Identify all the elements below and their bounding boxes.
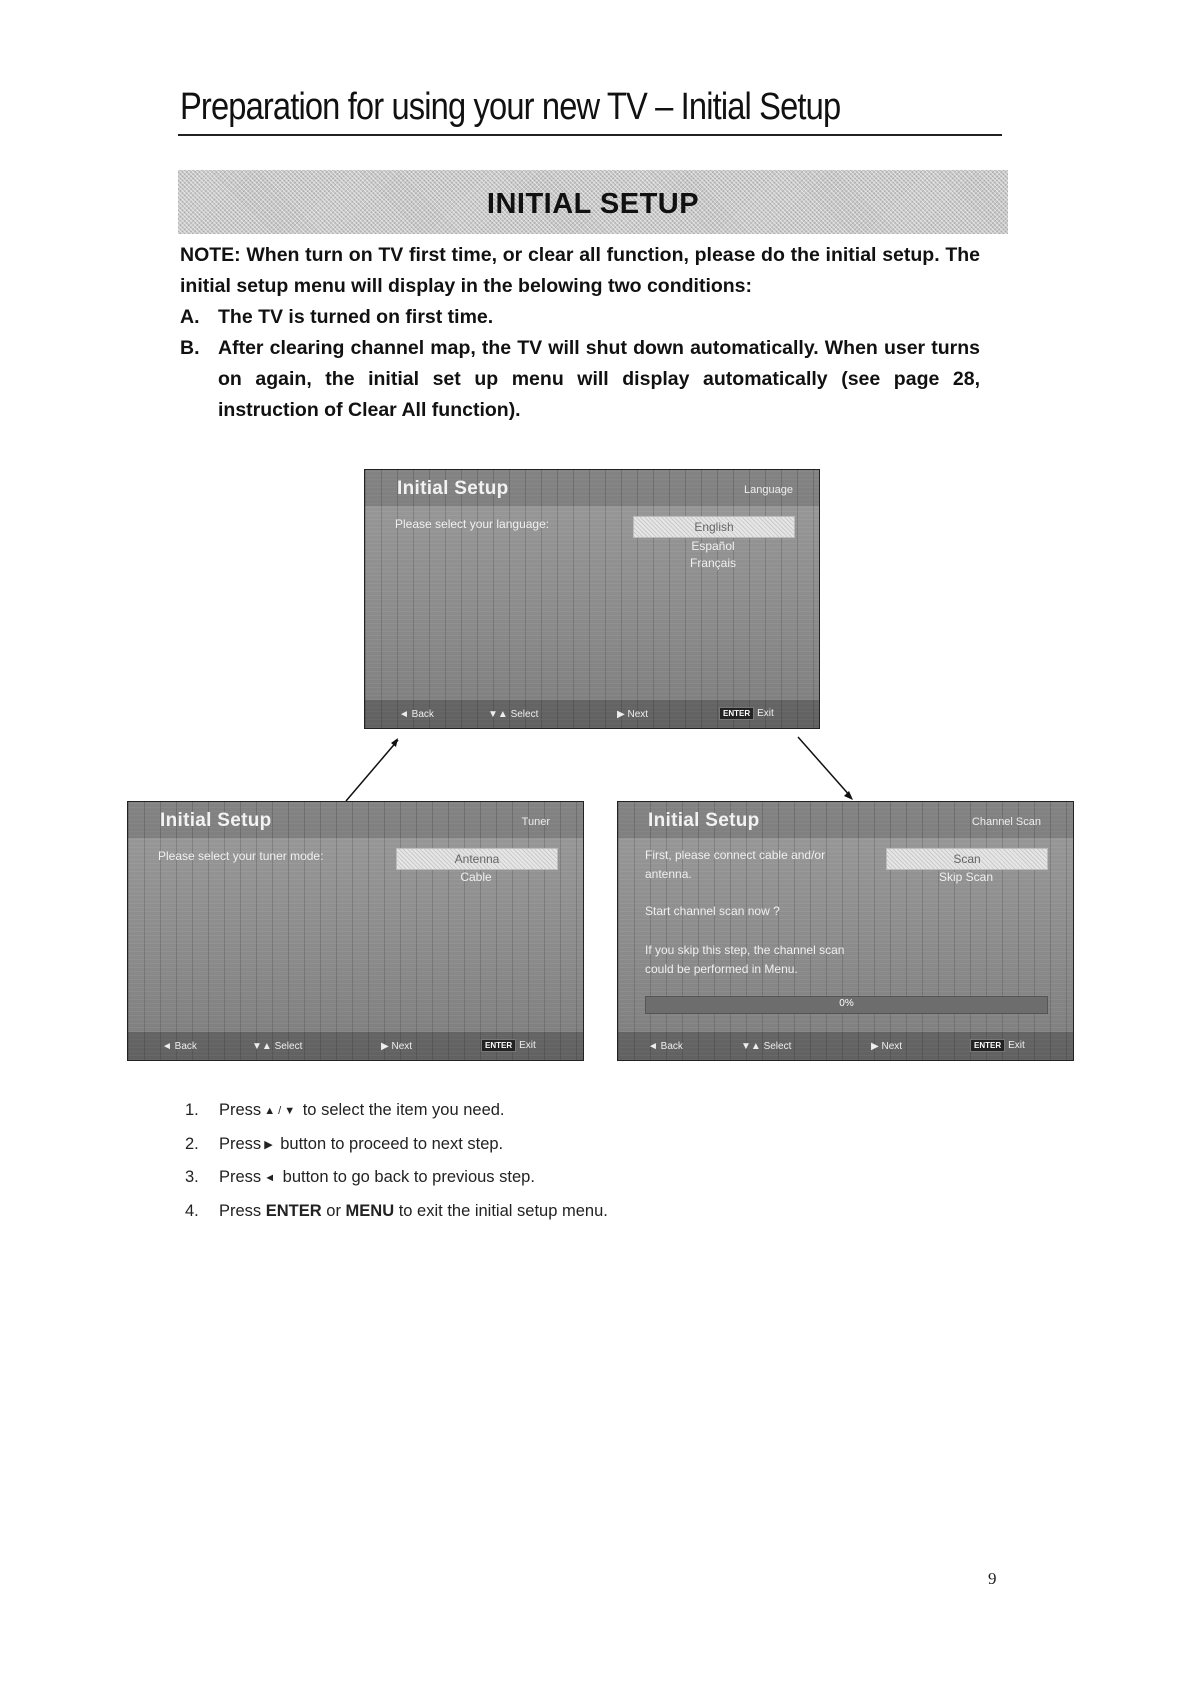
step-post: button to go back to previous step. <box>278 1168 535 1186</box>
step-pre: Press <box>219 1168 262 1186</box>
screen-title: Initial Setup <box>397 478 509 499</box>
arrow-right-icon: ▶ <box>264 1138 273 1151</box>
language-prompt: Please select your language: <box>395 517 550 531</box>
step-number: 3. <box>185 1168 199 1186</box>
select-hint: ▼▲ Select <box>252 1041 303 1052</box>
next-hint: ▶ Next <box>381 1041 413 1052</box>
scan-question: Start channel scan now ? <box>645 904 780 918</box>
exit-label: Exit <box>1008 1040 1025 1051</box>
condition-text: After clearing channel map, the TV will shut down automatically. When user turns on again, the initial set up menu will display automatically (see page 28, instruction of Clear All function). <box>218 337 980 421</box>
condition-label: B. <box>180 337 200 359</box>
arrow-head-icon <box>391 738 398 747</box>
screen-tag: Channel Scan <box>971 816 1041 828</box>
screen-title: Initial Setup <box>160 810 272 831</box>
option-scan[interactable]: Scan <box>886 848 1048 870</box>
page-number: 9 <box>988 1569 997 1588</box>
option-francais[interactable]: Français <box>689 556 736 570</box>
arrow-to-channel-scan <box>798 737 851 797</box>
exit-label: Exit <box>519 1040 536 1051</box>
step-pre: Press <box>219 1101 262 1119</box>
exit-label: Exit <box>757 708 774 719</box>
step-text <box>219 1129 503 1163</box>
enter-key-icon: ENTER <box>970 1039 1005 1052</box>
enter-key-icon: ENTER <box>481 1039 516 1052</box>
enter-key-icon: ENTER <box>719 707 754 720</box>
select-hint: ▼▲ Select <box>488 709 539 720</box>
step-text <box>219 1196 608 1228</box>
connect-prompt: First, please connect cable and/or antenna. <box>645 848 826 881</box>
option-antenna[interactable]: Antenna <box>396 848 558 870</box>
page-title: Preparation for using your new TV – Initial Setup <box>180 86 841 128</box>
step-mid: or <box>321 1201 346 1220</box>
step-post: to select the item you need. <box>298 1101 505 1119</box>
condition-text: The TV is turned on first time. <box>218 306 494 328</box>
screen-title: Initial Setup <box>648 810 760 831</box>
back-hint: ◄ Back <box>399 709 434 720</box>
screen-tag: Language <box>744 484 793 496</box>
arrow-to-tuner <box>346 740 398 801</box>
step-pre: Press <box>219 1134 262 1153</box>
next-hint: ▶ Next <box>871 1041 903 1052</box>
step-4 <box>185 1196 608 1228</box>
step-1 <box>185 1095 608 1129</box>
back-hint: ◄ Back <box>162 1041 197 1052</box>
menu-key-label: MENU <box>345 1201 395 1220</box>
step-post: to exit the initial setup menu. <box>394 1201 608 1220</box>
screen-tag: Tuner <box>521 816 550 828</box>
enter-key-label: ENTER <box>265 1201 322 1220</box>
step-pre: Press <box>219 1201 266 1220</box>
note-intro: NOTE: When turn on TV first time, or clear all function, please do the initial setup. The initial setup menu will display in the belowing two conditions: <box>180 244 980 297</box>
option-cable[interactable]: Cable <box>460 870 492 884</box>
skip-hint: If you skip this step, the channel scan could be performed in Menu. <box>645 943 845 976</box>
option-english[interactable]: English <box>633 516 795 538</box>
step-number: 2. <box>185 1134 199 1153</box>
step-2 <box>185 1129 608 1163</box>
back-hint: ◄ Back <box>648 1041 683 1052</box>
option-espanol[interactable]: Español <box>691 539 735 553</box>
tuner-prompt: Please select your tuner mode: <box>158 849 324 863</box>
step-3 <box>185 1162 608 1196</box>
arrow-up-down-icon: ▲ / ▼ <box>264 1105 296 1117</box>
progress-label: 0% <box>839 998 854 1009</box>
step-number: 1. <box>185 1101 199 1119</box>
arrow-head-icon <box>844 791 853 800</box>
section-heading: INITIAL SETUP <box>486 188 700 220</box>
select-hint: ▼▲ Select <box>741 1041 792 1052</box>
condition-label: A. <box>180 306 200 328</box>
step-text <box>219 1162 535 1196</box>
arrow-left-icon: ◄ <box>264 1172 276 1184</box>
instruction-steps <box>185 1095 608 1227</box>
option-skip-scan[interactable]: Skip Scan <box>938 870 994 884</box>
step-text <box>219 1095 505 1129</box>
step-number: 4. <box>185 1201 199 1220</box>
next-hint: ▶ Next <box>617 709 649 720</box>
step-post: button to proceed to next step. <box>275 1134 504 1153</box>
